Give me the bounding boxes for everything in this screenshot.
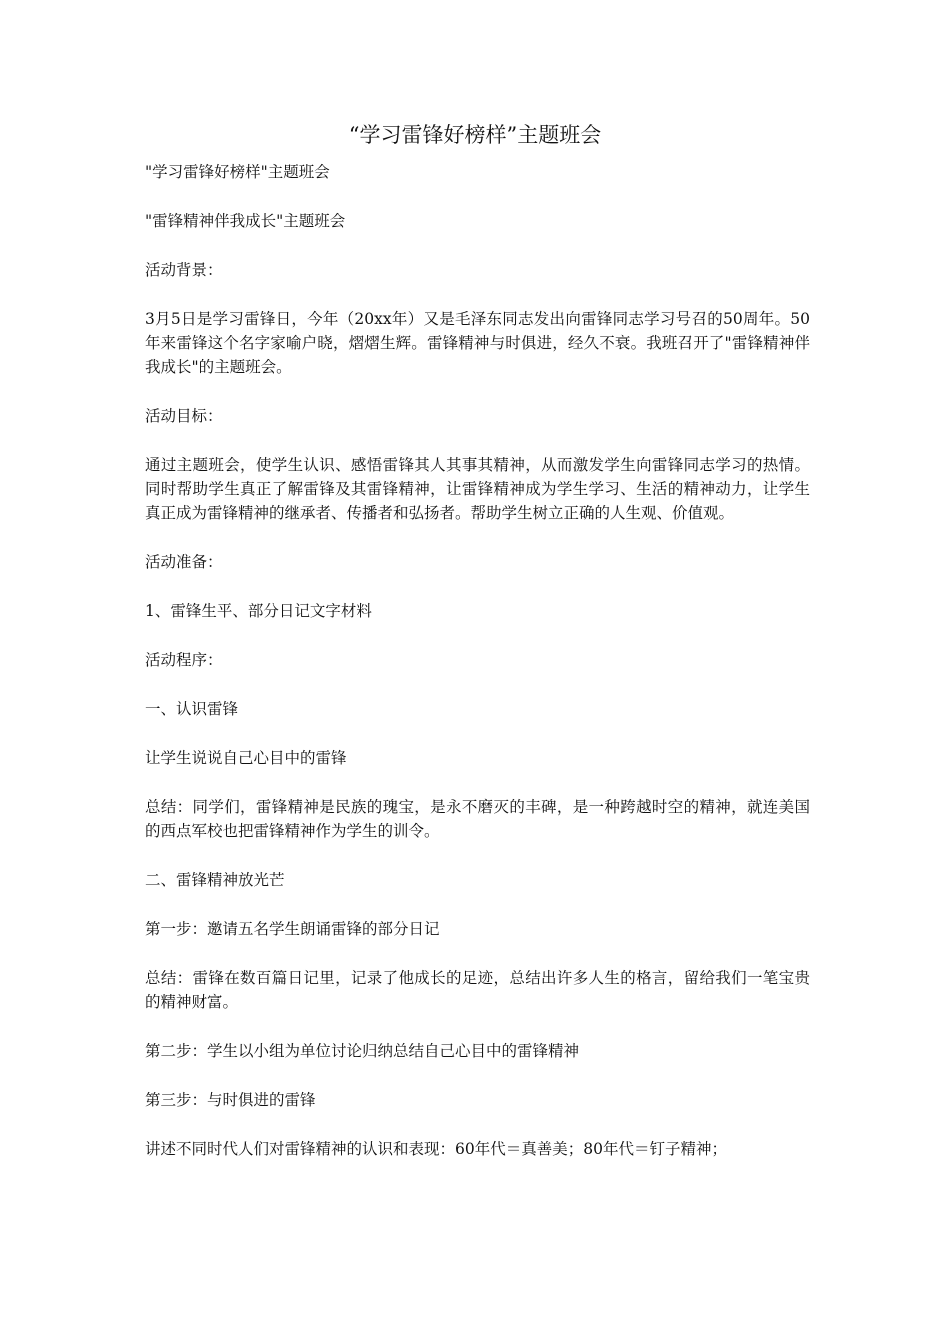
procedure-part-1-summary: 总结：同学们，雷锋精神是民族的瑰宝，是永不磨灭的丰碑，是一种跨越时空的精神，就连美国的西点军校也把雷锋精神作为学生的训令。: [145, 798, 810, 840]
subtitle-1: "学习雷锋好榜样"主题班会: [145, 163, 330, 181]
procedure-part-2-heading: 二、雷锋精神放光芒: [145, 871, 285, 889]
step-1-summary: 总结：雷锋在数百篇日记里，记录了他成长的足迹，总结出许多人生的格言，留给我们一笔宝贵的精神财富。: [145, 969, 810, 1011]
document-body: [145, 160, 810, 1186]
step-2: 第二步：学生以小组为单位讨论归纳总结自己心目中的雷锋精神: [145, 1042, 580, 1060]
section-heading-preparation: 活动准备：: [145, 553, 223, 571]
goals-paragraph: 通过主题班会，使学生认识、感悟雷锋其人其事其精神，从而激发学生向雷锋同志学习的热情。同时帮助学生真正了解雷锋及其雷锋精神，让雷锋精神成为学生学习、生活的精神动力，让学生真正成为雷锋精神的继承者、传播者和弘扬者。帮助学生树立正确的人生观、价值观。: [145, 456, 810, 522]
step-1: 第一步：邀请五名学生朗诵雷锋的部分日记: [145, 920, 440, 938]
section-heading-procedure: 活动程序：: [145, 651, 223, 669]
step-3: 第三步：与时俱进的雷锋: [145, 1091, 316, 1109]
section-heading-background: 活动背景：: [145, 261, 223, 279]
background-paragraph: 3月5日是学习雷锋日，今年（20xx年）又是毛泽东同志发出向雷锋同志学习号召的50周年。50年来雷锋这个名字家喻户晓，熠熠生辉。雷锋精神与时俱进，经久不衰。我班召开了"雷锋精神伴我成长"的主题班会。: [145, 310, 810, 376]
preparation-item: 1、雷锋生平、部分日记文字材料: [145, 602, 372, 620]
step-3-text: 讲述不同时代人们对雷锋精神的认识和表现：60年代＝真善美；80年代＝钉子精神；: [145, 1140, 727, 1158]
procedure-part-1-text: 让学生说说自己心目中的雷锋: [145, 749, 347, 767]
section-heading-goals: 活动目标：: [145, 407, 223, 425]
document-title: “学习雷锋好榜样”主题班会: [348, 123, 602, 147]
subtitle-2: "雷锋精神伴我成长"主题班会: [145, 212, 346, 230]
procedure-part-1-heading: 一、认识雷锋: [145, 700, 239, 718]
